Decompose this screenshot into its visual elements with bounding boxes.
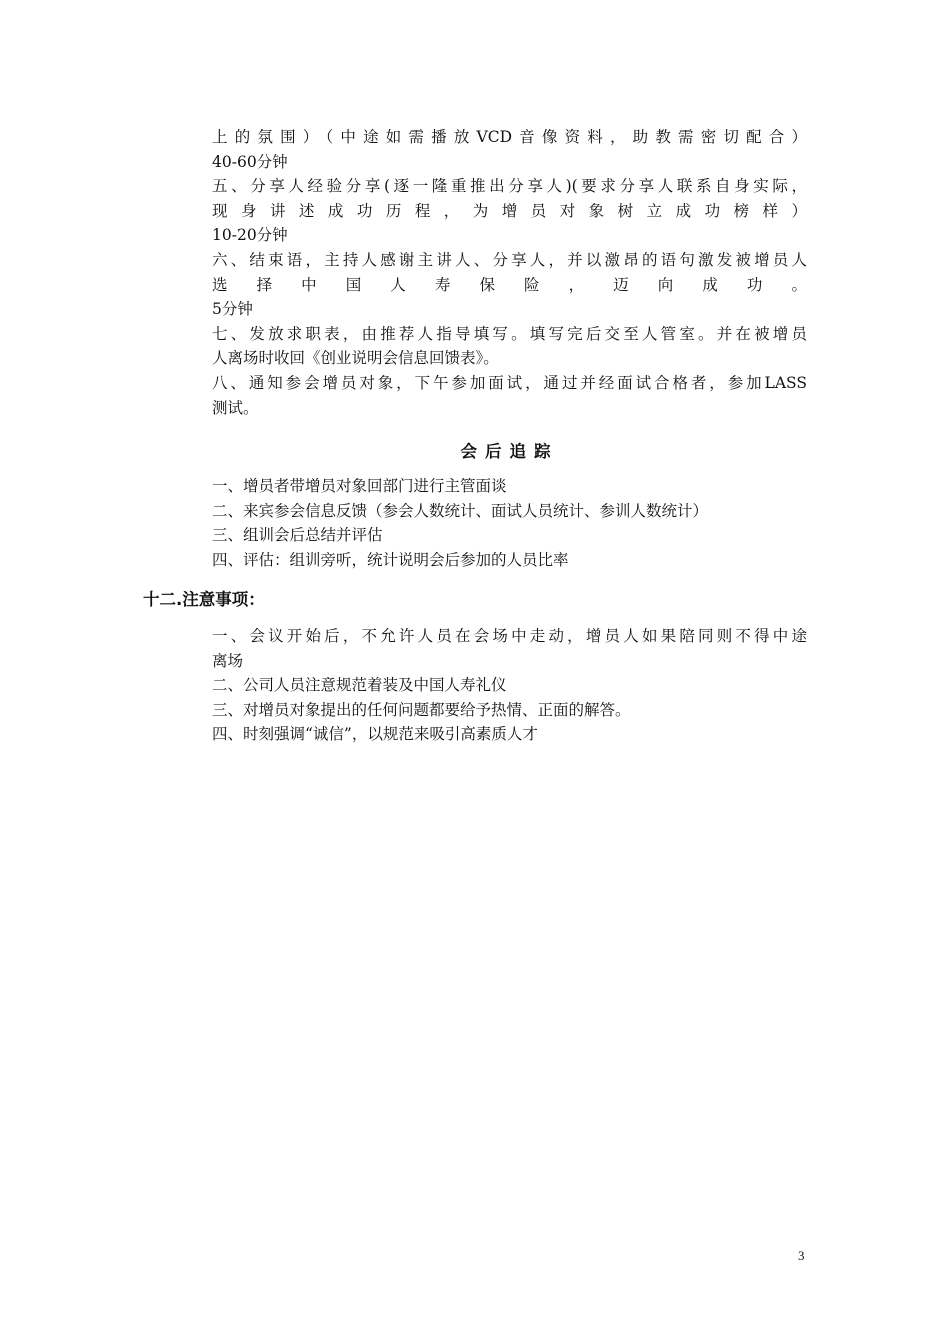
notes-list <box>212 624 807 747</box>
list-item: 二、来宾参会信息反馈（参会人数统计、面试人员统计、参训人数统计） <box>212 501 709 520</box>
text-line: 40-60分钟 <box>212 152 288 171</box>
followup-section-title: 会后追踪 <box>460 442 559 461</box>
list-item: 三、对增员对象提出的任何问题都要给予热情、正面的解答。 <box>212 700 631 719</box>
list-item: 离场 <box>212 651 244 670</box>
list-item: 四、评估：组训旁听，统计说明会后参加的人员比率 <box>212 550 569 569</box>
list-item: 二、公司人员注意规范着装及中国人寿礼仪 <box>212 676 507 695</box>
text-line: 测试。 <box>212 398 259 417</box>
notes-heading: 十二.注意事项： <box>143 590 265 609</box>
list-item: 四、时刻强调“诚信”，以规范来吸引高素质人才 <box>212 725 538 744</box>
text-line: 八、通知参会增员对象，下午参加面试，通过并经面试合格者，参加LASS <box>212 373 807 392</box>
text-line: 六、结束语，主持人感谢主讲人、分享人，并以激昂的语句激发被增员人 <box>212 250 807 269</box>
list-item: 一、会议开始后，不允许人员在会场中走动，增员人如果陪同则不得中途 <box>212 627 807 645</box>
continued-agenda-block <box>212 125 807 420</box>
text-line: 选择中国人寿保险，迈向成功。 <box>212 275 807 294</box>
text-line: 现身讲述成功历程，为增员对象树立成功榜样） <box>212 201 807 220</box>
text-line: 五、分享人经验分享(逐一隆重推出分享人)(要求分享人联系自身实际， <box>212 177 807 196</box>
text-line: 5分钟 <box>212 300 253 319</box>
text-line: 10-20分钟 <box>212 226 288 245</box>
text-line: 上的氛围）（中途如需播放VCD音像资料，助教需密切配合） <box>212 128 807 146</box>
followup-list <box>212 474 807 572</box>
list-item: 一、增员者带增员对象回部门进行主管面谈 <box>212 477 507 495</box>
list-item: 三、组训会后总结并评估 <box>212 526 383 545</box>
page-number: 3 <box>798 1248 805 1263</box>
text-line: 七、发放求职表，由推荐人指导填写。填写完后交至人管室。并在被增员 <box>212 324 807 343</box>
text-line: 人离场时收回《创业说明会信息回馈表》。 <box>212 349 499 368</box>
